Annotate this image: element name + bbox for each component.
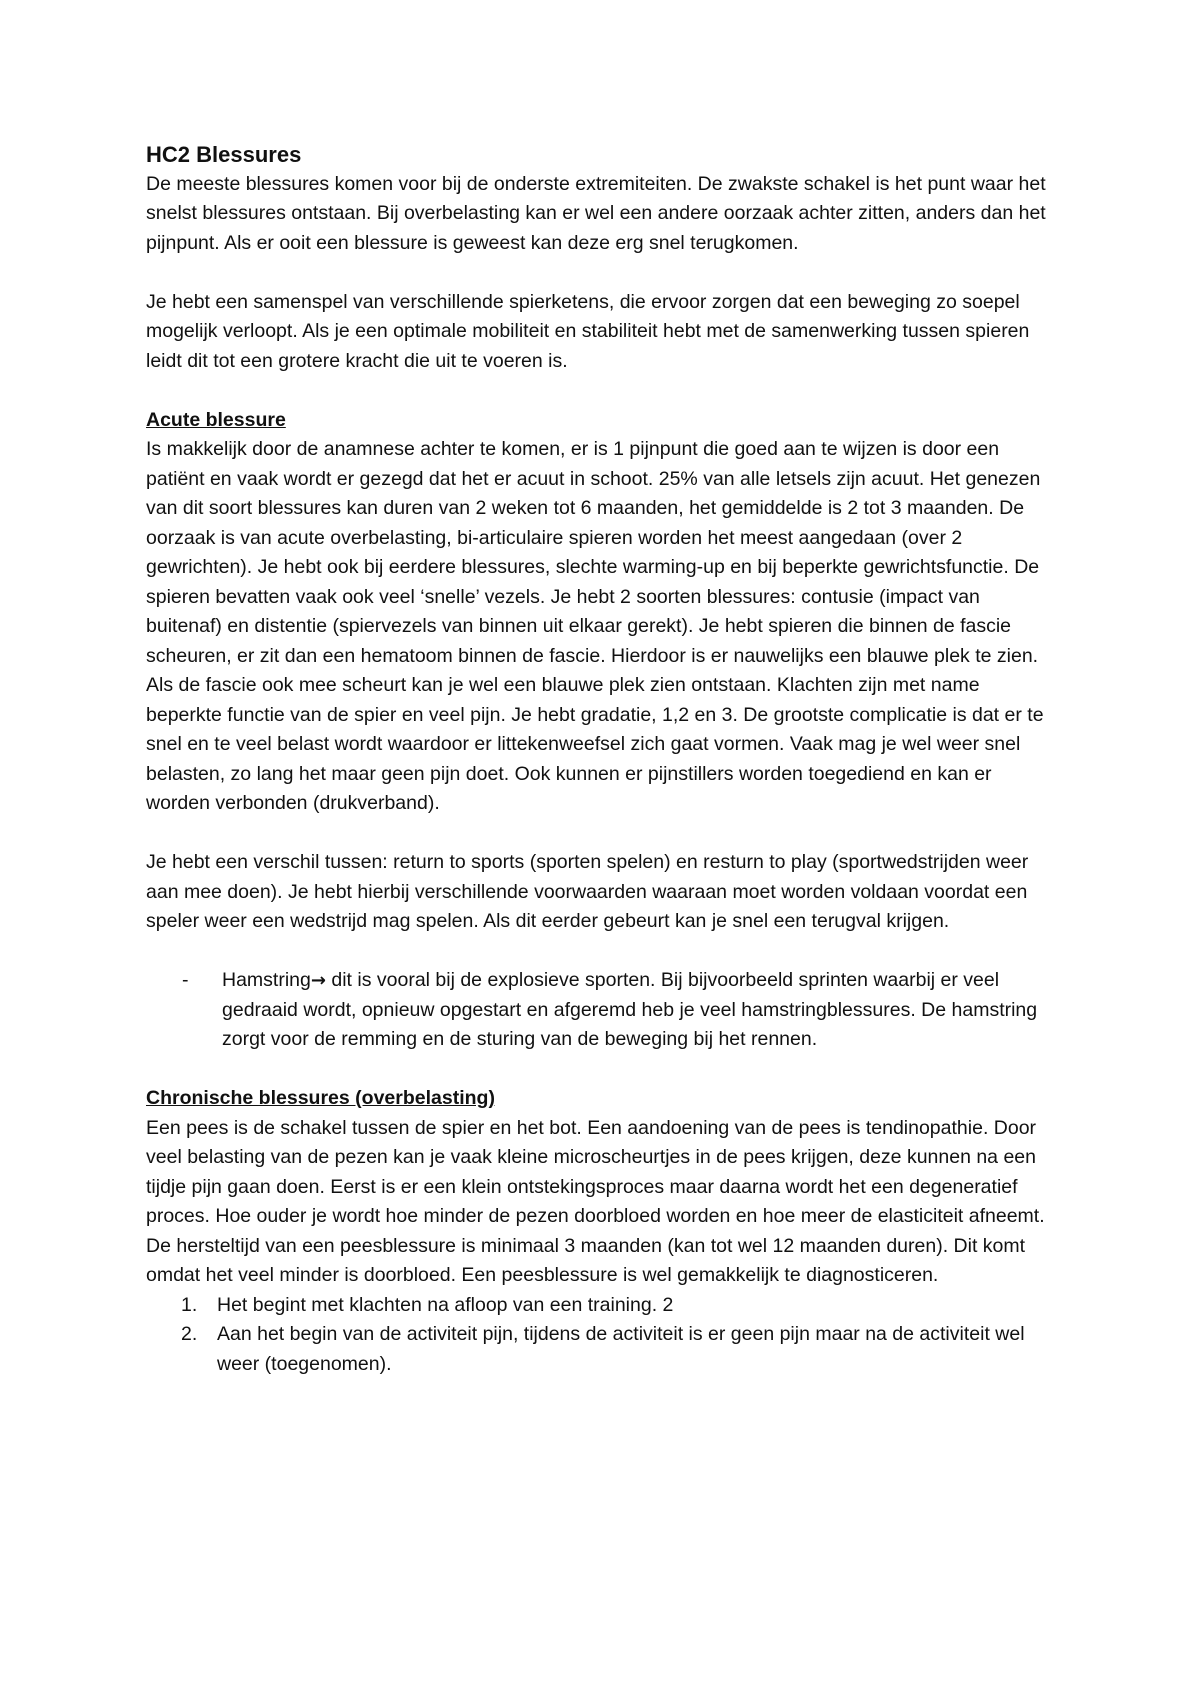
intro-paragraph-1: De meeste blessures komen voor bij de onderste extremiteiten. De zwakste schakel is het punt waar het snelst blessures ontstaan. Bij overbelasting kan er wel een andere oorzaak achter zitten, anders dan het pijnpunt. Als er ooit een blessure is geweest kan deze erg snel terugkomen.	[146, 172, 1046, 254]
document-title: HC2 Blessures	[146, 142, 302, 167]
bullet-term: Hamstring	[222, 969, 311, 991]
acute-paragraph-1: Is makkelijk door de anamnese achter te komen, er is 1 pijnpunt die goed aan te wijzen is door een patiënt en vaak wordt er gezegd dat het er acuut in schoot. 25% van alle letsels zijn acuut. Het genezen van dit soort blessures kan duren van 2 weken tot 6 maanden, het gemiddelde is 2 tot 3 maanden. De oorzaak is van acute overbelasting, bi-articulaire spieren worden het meest aangedaan (over 2 gewrichten). Je hebt ook bij eerdere blessures, slechte warming-up en bij beperkte gewrichtsfunctie. De spieren bevatten vaak ook veel ‘snelle’ vezels. Je hebt 2 soorten blessures: contusie (impact van buitenaf) en distentie (spiervezels van binnen uit elkaar gerekt). Je hebt spieren die binnen de fascie scheuren, er zit dan een hematoom binnen de fascie. Hierdoor is er nauwelijks een blauwe plek te zien. Als de fascie ook mee scheurt kan je wel een blauwe plek zien ontstaan. Klachten zijn met name beperkte functie van de spier en veel pijn. Je hebt gradatie, 1,2 en 3. De grootste complicatie is dat er te snel en te veel belast wordt waardoor er littekenweefsel zich gaat vormen. Vaak mag je wel weer snel belasten, zo lang het maar geen pijn doet. Ook kunnen er pijnstillers worden toegediend en kan er worden verbonden (drukverband).	[146, 438, 1044, 814]
document-page	[146, 140, 1056, 1379]
acute-heading: Acute blessure	[146, 408, 286, 431]
bullet-text	[222, 966, 1056, 1055]
paragraph-gap	[146, 376, 1056, 406]
list-number: 2.	[181, 1323, 198, 1345]
paragraph-gap	[146, 258, 1056, 288]
bullet-body: dit is vooral bij de explosieve sporten. Bij bijvoorbeeld sprinten waarbij er veel gedraaid wordt, opnieuw opgestart en afgeremd heb je veel hamstringblessures. De hamstring zorgt voor de remming en de sturing van de beweging bij het rennen.	[222, 969, 1038, 1050]
bullet-marker: -	[182, 969, 189, 991]
paragraph-gap	[146, 819, 1056, 849]
chronic-paragraph-1: Een pees is de schakel tussen de spier en het bot. Een aandoening van de pees is tendinopathie. Door veel belasting van de pezen kan je vaak kleine microscheurtjes in de pees krijgen, deze kunnen na een tijdje pijn gaan doen. Eerst is er een klein ontstekingsproces maar daarna wordt het een degeneratief proces. Hoe ouder je wordt hoe minder de pezen doorbloed worden en hoe meer de elasticiteit afneemt. De hersteltijd van een peesblessure is minimaal 3 maanden (kan tot wel 12 maanden duren). Dit komt omdat het veel minder is doorbloed. Een peesblessure is wel gemakkelijk te diagnosticeren.	[146, 1116, 1045, 1286]
list-item	[146, 1291, 1056, 1321]
list-number: 1.	[181, 1293, 198, 1316]
acute-paragraph-2: Je hebt een verschil tussen: return to sports (sporten spelen) en resturn to play (sportwedstrijden weer aan mee doen). Je hebt hierbij verschillende voorwaarden waaraan moet worden voldaan voordat een speler weer een wedstrijd mag spelen. Als dit eerder gebeurt kan je snel een terugval krijgen.	[146, 851, 1029, 932]
paragraph-gap	[146, 1055, 1056, 1085]
list-item-text: Aan het begin van de activiteit pijn, tijdens de activiteit is er geen pijn maar na de activiteit wel weer (toegenomen).	[217, 1323, 1025, 1375]
list-item	[146, 966, 1056, 1055]
arrow-icon: →	[310, 970, 326, 991]
chronic-heading: Chronische blessures (overbelasting)	[146, 1087, 495, 1109]
paragraph-gap	[146, 937, 1056, 967]
intro-paragraph-2: Je hebt een samenspel van verschillende spierketens, die ervoor zorgen dat een beweging zo soepel mogelijk verloopt. Als je een optimale mobiliteit en stabiliteit hebt met de samenwerking tussen spieren leidt dit tot een grotere kracht die uit te voeren is.	[146, 290, 1030, 372]
list-item-text: Het begint met klachten na afloop van een training. 2	[217, 1293, 674, 1316]
list-item	[146, 1320, 1056, 1379]
